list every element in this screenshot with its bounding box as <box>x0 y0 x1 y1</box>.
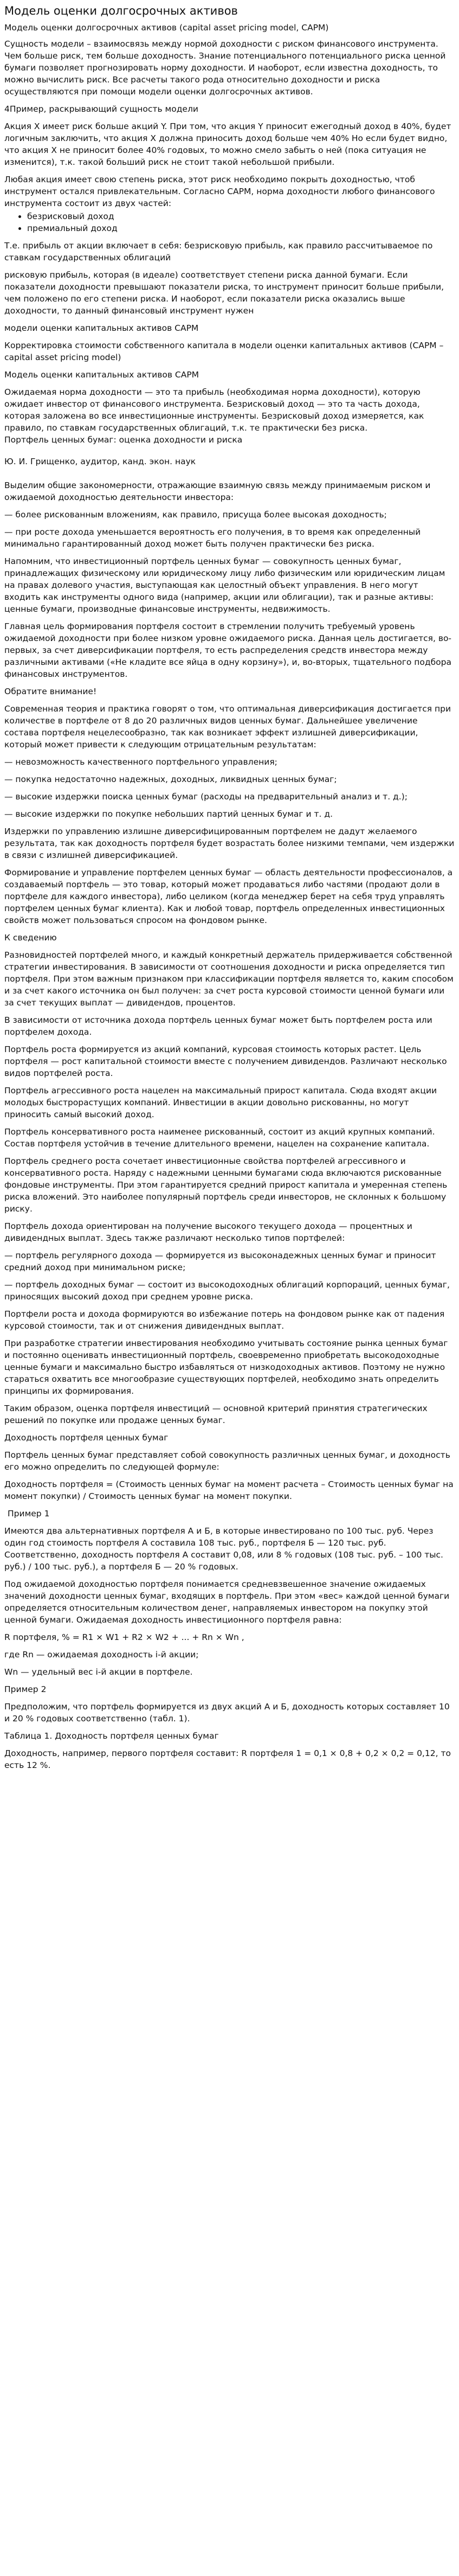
paragraph: — невозможность качественного портфельного управления; <box>4 757 277 767</box>
bullet-list <box>4 210 455 234</box>
paragraph: Модель оценки капитальных активов CAPM <box>4 370 199 380</box>
paragraph: Акция X имеет риск больше акций Y. При том, что акция Y приносит ежегодный доход в 40%, будет логичным заключить, что акция X должна приносить доход больше чем 40% Но если будет видно, что акция X не приносит более 40% годовых, то можно смело забыть о ней (пока ситуация не изменится), т.к. такой больший риск не стоит такой небольшой прибыли. <box>4 121 451 167</box>
paragraph: Wn — удельный вес i-й акции в портфеле. <box>4 1667 193 1677</box>
paragraph: Выделим общие закономерности, отражающие взаимную связь между принимаемым риском и ожидаемой доходностью деятельности инвестора: <box>4 480 431 502</box>
paragraph: где Rn — ожидаемая доходность i-й акции; <box>4 1650 199 1659</box>
paragraph: Разновидностей портфелей много, и каждый конкретный держатель придерживается собственной стратегии инвестирования. В зависимости от соотношения доходности и риска определяется тип портфеля. При этом важным признаком при классификации портфеля является то, каким способом и за счет какого источника он был получен: за счет роста курсовой стоимости ценной бумаги или за счет текущих выплат — дивидендов, процентов. <box>4 950 454 1008</box>
paragraph: Портфель среднего роста сочетает инвестиционные свойства портфелей агрессивного и консервативного роста. Наряду с надежными ценными бумагами сюда включаются рискованные фондовые инструменты. При этом гарантируется средний прирост капитала и умеренная степень риска вложений. Это наиболее популярный портфель среди инвесторов, не склонных к большому риску. <box>4 1156 448 1214</box>
notice-heading: Обратите внимание! <box>4 687 97 696</box>
table-caption: Таблица 1. Доходность портфеля ценных бумаг <box>4 1731 219 1741</box>
paragraph: Портфели роста и дохода формируются во избежание потерь на фондовом рынке как от падения курсовой стоимости, так и от снижения дивидендных выплат. <box>4 1309 445 1331</box>
paragraph: В зависимости от источника дохода портфель ценных бумаг может быть портфелем роста или портфелем дохода. <box>4 1015 432 1037</box>
formula: R портфеля, % = R1 × W1 + R2 × W2 + ... + Rn × Wn , <box>4 1632 244 1642</box>
paragraph: рисковую прибыль, которая (в идеале) соответствует степени риска данной бумаги. Если показатели доходности превышают показатели риска, то инструмент приносит больше прибыли, чем положено по его степени риска. И наоборот, если показатели риска оказались выше доходности, то данный финансовый инструмент нужен <box>4 270 444 316</box>
author-line: Ю. И. Грищенко, аудитор, канд. экон. наук <box>4 457 196 466</box>
formula: Доходность портфеля = (Стоимость ценных бумаг на момент расчета – Стоимость ценных бумаг на момент покупки) / Стоимость ценных бумаг на момент покупки. <box>4 1479 454 1501</box>
paragraph: Современная теория и практика говорят о том, что оптимальная диверсификация достигается при количестве в портфеле от 8 до 20 различных видов ценных бумаг. Дальнейшее увеличение состава портфеля нецелесообразно, так как возникает эффект излишней диверсификации, который может привести к следующим отрицательным результатам: <box>4 704 451 749</box>
paragraph: Любая акция имеет свою степень риска, этот риск необходимо покрыть доходностью, чтоб инструмент остался привлекательным. Согласно CAPM, норма доходности любого финансового инструмента состоит из двух частей: <box>4 175 435 208</box>
paragraph: Портфель ценных бумаг представляет собой совокупность различных ценных бумаг, и доходность его можно определить по следующей формуле: <box>4 1450 450 1472</box>
paragraph: — портфель доходных бумаг — состоит из высокодоходных облигаций корпораций, ценных бумаг, приносящих высокий доход при среднем уровне риска. <box>4 1280 450 1302</box>
paragraph: — при росте дохода уменьшается вероятность его получения, в то время как определенный минимально гарантированный доход может быть получен практически без риска. <box>4 527 421 549</box>
paragraph: Портфель ценных бумаг: оценка доходности и риска <box>4 435 243 445</box>
paragraph: Сущность модели – взаимосвязь между нормой доходности с риском финансового инструмента. Чем больше риск, тем больше доходность. Знание потенциального потенциального риска ценной бумаги позволяет прогнозировать норму доходности. И наоборот, если известна доходность, то можно вычислить риск. Все расчеты такого рода относительно доходности и риска осуществляются при помощи модели оценки долгосрочных активов. <box>4 39 446 97</box>
paragraph: Имеются два альтернативных портфеля А и Б, в которые инвестировано по 100 тыс. руб. Через один год стоимость портфеля А составила 108 тыс. руб., портфеля Б — 120 тыс. руб. Соответственно, доходность портфеля А составит 0,08, или 8 % годовых (108 тыс. руб. – 100 тыс. руб.) / 100 тыс. руб.), а портфеля Б — 20 % годовых. <box>4 1526 443 1572</box>
paragraph: Доходность, например, первого портфеля составит: R портфеля 1 = 0,1 × 0,8 + 0,2 × 0,2 = 0,12, то есть 12 %. <box>4 1748 451 1770</box>
paragraph: Т.е. прибыль от акции включает в себя: безрисковую прибыль, как правило рассчитываемое по ставкам государственных облигаций <box>4 241 433 262</box>
paragraph: Корректировка стоимости собственного капитала в модели оценки капитальных активов (CAPM – capital asset pricing model) <box>4 341 444 362</box>
paragraph: — покупка недостаточно надежных, доходных, ликвидных ценных бумаг; <box>4 774 337 784</box>
info-heading: К сведению <box>4 933 57 943</box>
paragraph: — высокие издержки поиска ценных бумаг (расходы на предварительный анализ и т. д.); <box>4 792 408 802</box>
paragraph: Формирование и управление портфелем ценных бумаг — область деятельности профессионалов, а создаваемый портфель — это товар, который может продаваться либо частями (продают доли в портфеле для каждого инвестора), либо целиком (когда менеджер берет на себя труд управлять портфелем ценных бумаг клиента). Как и любой товар, портфель определенных инвестиционных свойств может пользоваться спросом на фондовом рынке. <box>4 868 453 925</box>
paragraph: Портфель дохода ориентирован на получение высокого текущего дохода — процентных и дивидендных выплат. Здесь также различают несколько типов портфелей: <box>4 1221 412 1243</box>
paragraph: Портфель консервативного роста наименее рискованный, состоит из акций крупных компаний. Состав портфеля устойчив в течение длительного времени, нацелен на сохранение капитала. <box>4 1127 435 1149</box>
page-title: Модель оценки долгосрочных активов <box>4 4 238 17</box>
paragraph: Главная цель формирования портфеля состоит в стремлении получить требуемый уровень ожидаемой доходности при более низком уровне ожидаемого риска. Данная цель достигается, во-первых, за счет диверсификации портфеля, то есть распределения средств инвестора между различными активами («Не кладите все яйца в одну корзину»), и, во-вторых, тщательного подбора финансовых инструментов. <box>4 621 452 679</box>
example-heading: Пример 2 <box>4 1684 47 1694</box>
paragraph: Предположим, что портфель формируется из двух акций А и Б, доходность которых составляет 10 и 20 % годовых соответственно (табл. 1). <box>4 1702 450 1723</box>
paragraph: — портфель регулярного дохода — формируется из высоконадежных ценных бумаг и приносит средний доход при минимальном риске; <box>4 1251 436 1272</box>
subtitle: Модель оценки долгосрочных активов (capital asset pricing model, CAPM) <box>4 23 329 33</box>
section-heading: Доходность портфеля ценных бумаг <box>4 1433 169 1443</box>
paragraph: Издержки по управлению излишне диверсифицированным портфелем не дадут желаемого результата, так как доходность портфеля будет возрастать более низкими темпами, чем издержки в связи с излишней диверсификацией. <box>4 826 455 860</box>
paragraph: — более рискованным вложениям, как правило, присуща более высокая доходность; <box>4 510 387 520</box>
paragraph: Напомним, что инвестиционный портфель ценных бумаг — совокупность ценных бумаг, принадлежащих физическому или юридическому лицу либо физическим или юридическим лицам на правах долевого участия, выступающая как целостный объект управления. В него могут входить как инструменты одного вида (например, акции или облигации), так и разные активы: ценные бумаги, производные финансовые инструменты, недвижимость. <box>4 556 445 614</box>
paragraph: 4Пример, раскрывающий сущность модели <box>4 104 198 114</box>
paragraph: При разработке стратегии инвестирования необходимо учитывать состояние рынка ценных бумаг и постоянно оценивать инвестиционный портфель, своевременно приобретать высокодоходные ценные бумаги и максимально быстро избавляться от низкодоходных активов. Поэтому не нужно стараться охватить все многообразие существующих портфелей, необходимо знать определить принципы их формирования. <box>4 1338 448 1396</box>
paragraph: Ожидаемая норма доходности — это та прибыль (необходимая норма доходности), которую ожидает инвестор от финансового инструмента. Безрисковый доход — это та часть дохода, которая заложена во все инвестиционные инструменты. Безрисковый доход измеряется, как правило, по ставкам государственных облигаций, т.к. те практически без риска. <box>4 387 424 433</box>
paragraph: модели оценки капитальных активов CAPM <box>4 323 199 333</box>
paragraph: — высокие издержки по покупке небольших партий ценных бумаг и т. д. <box>4 809 333 819</box>
paragraph: Портфель агрессивного роста нацелен на максимальный прирост капитала. Сюда входят акции молодых быстрорастущих компаний. Инвестиции в акции довольно рискованны, но могут приносить самый высокий доход. <box>4 1086 437 1119</box>
list-item: • безрисковый доход <box>27 210 455 222</box>
list-item: • премиальный доход <box>27 222 455 234</box>
example-heading: Пример 1 <box>8 1509 50 1518</box>
paragraph: Под ожидаемой доходностью портфеля понимается средневзвешенное значение ожидаемых значений доходности ценных бумаг, входящих в портфель. При этом «вес» каждой ценной бумаги определяется относительным количеством денег, направляемых инвестором на покупку этой ценной бумаги. Ожидаемая доходность инвестиционного портфеля равна: <box>4 1579 450 1625</box>
paragraph: Портфель роста формируется из акций компаний, курсовая стоимость которых растет. Цель портфеля — рост капитальной стоимости вместе с получением дивидендов. Различают несколько видов портфелей роста. <box>4 1045 447 1078</box>
paragraph: Таким образом, оценка портфеля инвестиций — основной критерий принятия стратегических решений по покупке или продаже ценных бумаг. <box>4 1404 428 1425</box>
